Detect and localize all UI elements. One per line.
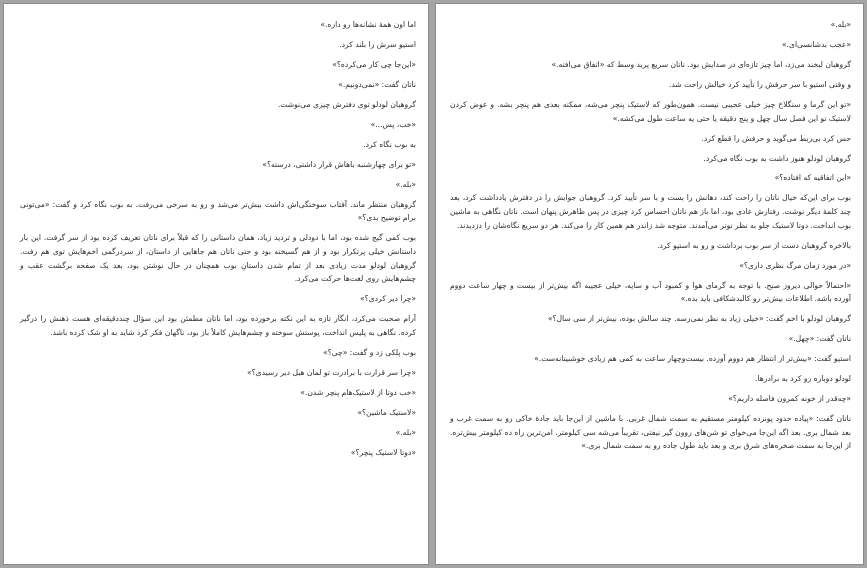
left-page: [3, 3, 429, 565]
right-page: [435, 3, 864, 565]
paragraph: استیو گفت: «بیش‌تر از انتظار هم دووم آورده. بیست‌وچهار ساعت به کمی هم زیادی خوشبینانه‌ست.»: [534, 354, 851, 364]
paragraph: ناتان گفت: «پیاده حدود پونزده کیلومتر مستقیم به سمت شمال غربی. با ماشین از این‌جا باید جادهٔ خاکی رو به سمت غرب و بعد شمال بری. بعد اگه این‌جا می‌خوای تو شن‌های روون گیر نیفتی، تقریباً می‌شه سی کیلومتر. امن‌ترین راه ده کیلومتر بیش‌تره. از این‌جا به سمت صخره‌های شرق بری و بعد باید طول جاده رو به سمت شمال بری.»: [450, 414, 851, 451]
paragraph: بوب برای این‌که خیال ناتان را راحت کند، دهانش را بست و با سر تأیید کرد. گروهبان جوابش را در دفترش یادداشت کرد، بعد چند کلمهٔ دیگر نوشت. رفتارش عادی بود، اما باز هم ناتان احساس کرد چیزی در پس ظاهرش پنهان است. ناتان نگاهی به ماشین بوب انداخت. دوتا لاستیک جلو به نظر نوتر می‌آمدند. متوجه شد زاندر هم همین کار را می‌کند. هر دو سریع نگاه‌شان را دزدیدند.: [450, 193, 851, 230]
paragraph: «دوتا لاستیک پنچر؟»: [350, 447, 416, 457]
left-page-text: [20, 18, 416, 466]
paragraph: «خب دوتا از لاستیک‌هام پنچر شدن.»: [300, 387, 416, 397]
paragraph: ناتان گفت: «نمی‌دونیم.»: [338, 79, 416, 89]
paragraph: گروهبان لودلو هنوز داشت به بوب نگاه می‌کرد.: [703, 153, 851, 163]
paragraph: به بوب نگاه کرد.: [363, 139, 416, 149]
paragraph: بالاخره گروهبان دست از سر بوب برداشت و رو به استیو کرد.: [657, 240, 851, 250]
paragraph: «بله.»: [395, 427, 416, 437]
paragraph: «لاستیک ماشین؟»: [357, 407, 416, 417]
paragraph: اما اون همهٔ نشانه‌ها رو داره.»: [320, 20, 416, 29]
paragraph: گروهبان لودلو با اخم گفت: «خیلی زیاد به نظر نمی‌رسه. چند سالش بوده، بیش‌تر از سی سال؟»: [547, 314, 851, 324]
paragraph: «بله.»: [830, 20, 851, 29]
paragraph: «در مورد زمان مرگ نظری داری؟»: [739, 260, 851, 270]
paragraph: بوب کمی گیج شده بود، اما با دودلی و تردید زیاد، همان داستانی را که قبلاً برای ناتان تعریف کرده بود از سر گرفت. این بار داستانش خیلی پرتکرار بود و از هم گسیخته بود و حتی ناتان هم جاهایی از داستان، از سردرگمی اخم‌هایش توی هم رفت. گروهبان لودلو مدت زیادی بعد از تمام شدن داستانِ بوب همچنان در حال نوشتن بود، بعد یک صفحه برگشت عقب و چشم‌هایش روی لغت‌ها حرکت می‌کرد.: [20, 233, 416, 284]
paragraph: «تو این گرما و سنگلاخ چیز خیلی عجیبی نیست. همون‌طور که لاستیک پنچر می‌شه، ممکنه بعدی هم پنچر بشه. و عوض کردن لاستیک تو این فصل سال چهل و پنج دقیقه یا حتی یه ساعت طول می‌کشه.»: [450, 99, 851, 123]
paragraph: حس کرد بی‌ربط می‌گوید و حرفش را قطع کرد.: [701, 133, 851, 143]
paragraph: گروهبان منتظر ماند. آفتاب سوختگی‌اش داشت بیش‌تر می‌شد و رو به سرخی می‌رفت. به بوب نگاه کرد و گفت: «می‌تونی برام توضیح بدی؟»: [20, 199, 416, 223]
paragraph: بوب پلکی زد و گفت: «چی؟»: [323, 347, 416, 357]
paragraph: «این‌جا چی کار می‌کرده؟»: [332, 59, 416, 69]
paragraph: «احتمالاً حوالی دیروز صبح. با توجه به گرمای هوا و کمبود آب و سایه، خیلی عجیبه اگه بیش‌تر از بیست و چهار ساعت دووم آورده باشه. اطلاعات بیش‌تر رو کالبدشکافی باید بده.»: [450, 280, 851, 304]
paragraph: «تو برای چهارشنبه باهاش قرار داشتی، درسته؟»: [262, 159, 416, 169]
paragraph: «چه‌قدر از خونه کمرون فاصله داریم؟»: [728, 394, 851, 404]
paragraph: «چرا سر قرارت با برادرت تو لمان هیل دیر رسیدی؟»: [247, 367, 416, 377]
paragraph: لودلو دوباره رو کرد به برادرها.: [755, 374, 851, 384]
paragraph: گروهبان لبخند می‌زد، اما چیز تازه‌ای در صدایش بود. ناتان سریع پرید وسط که «اتفاق می‌افته.»: [551, 59, 851, 69]
paragraph: «این اتفاقیه که افتاده؟»: [774, 173, 851, 183]
paragraph: ناتان گفت: «چهل.»: [788, 334, 851, 344]
paragraph: «چرا دیر کردی؟»: [360, 294, 416, 304]
paragraph: استیو سرش را بلند کرد.: [339, 39, 416, 49]
paragraph: و وقتی استیو با سر حرفش را تأیید کرد خیالش راحت شد.: [668, 79, 851, 89]
paragraph: آرام صحبت می‌کرد، انگار تازه به این نکته برخورده بود، اما ناتان مطمئن بود این سؤال چنددقیقه‌ای هست ذهنش را درگیر کرده. نگاهی به پلیس انداخت، پوستش سوخته و چشم‌هایش کاملاً باز بود، ناگهان فکر کرد شاید به او شک کرده باشد.: [20, 314, 416, 337]
paragraph: گروهبان لودلو توی دفترش چیزی می‌نوشت.: [277, 99, 416, 109]
right-page-text: [450, 18, 851, 459]
paragraph: «بله.»: [395, 179, 416, 189]
paragraph: «خب، پس...»: [370, 119, 416, 129]
paragraph: «عجب بدشانسی‌ای.»: [781, 39, 851, 49]
